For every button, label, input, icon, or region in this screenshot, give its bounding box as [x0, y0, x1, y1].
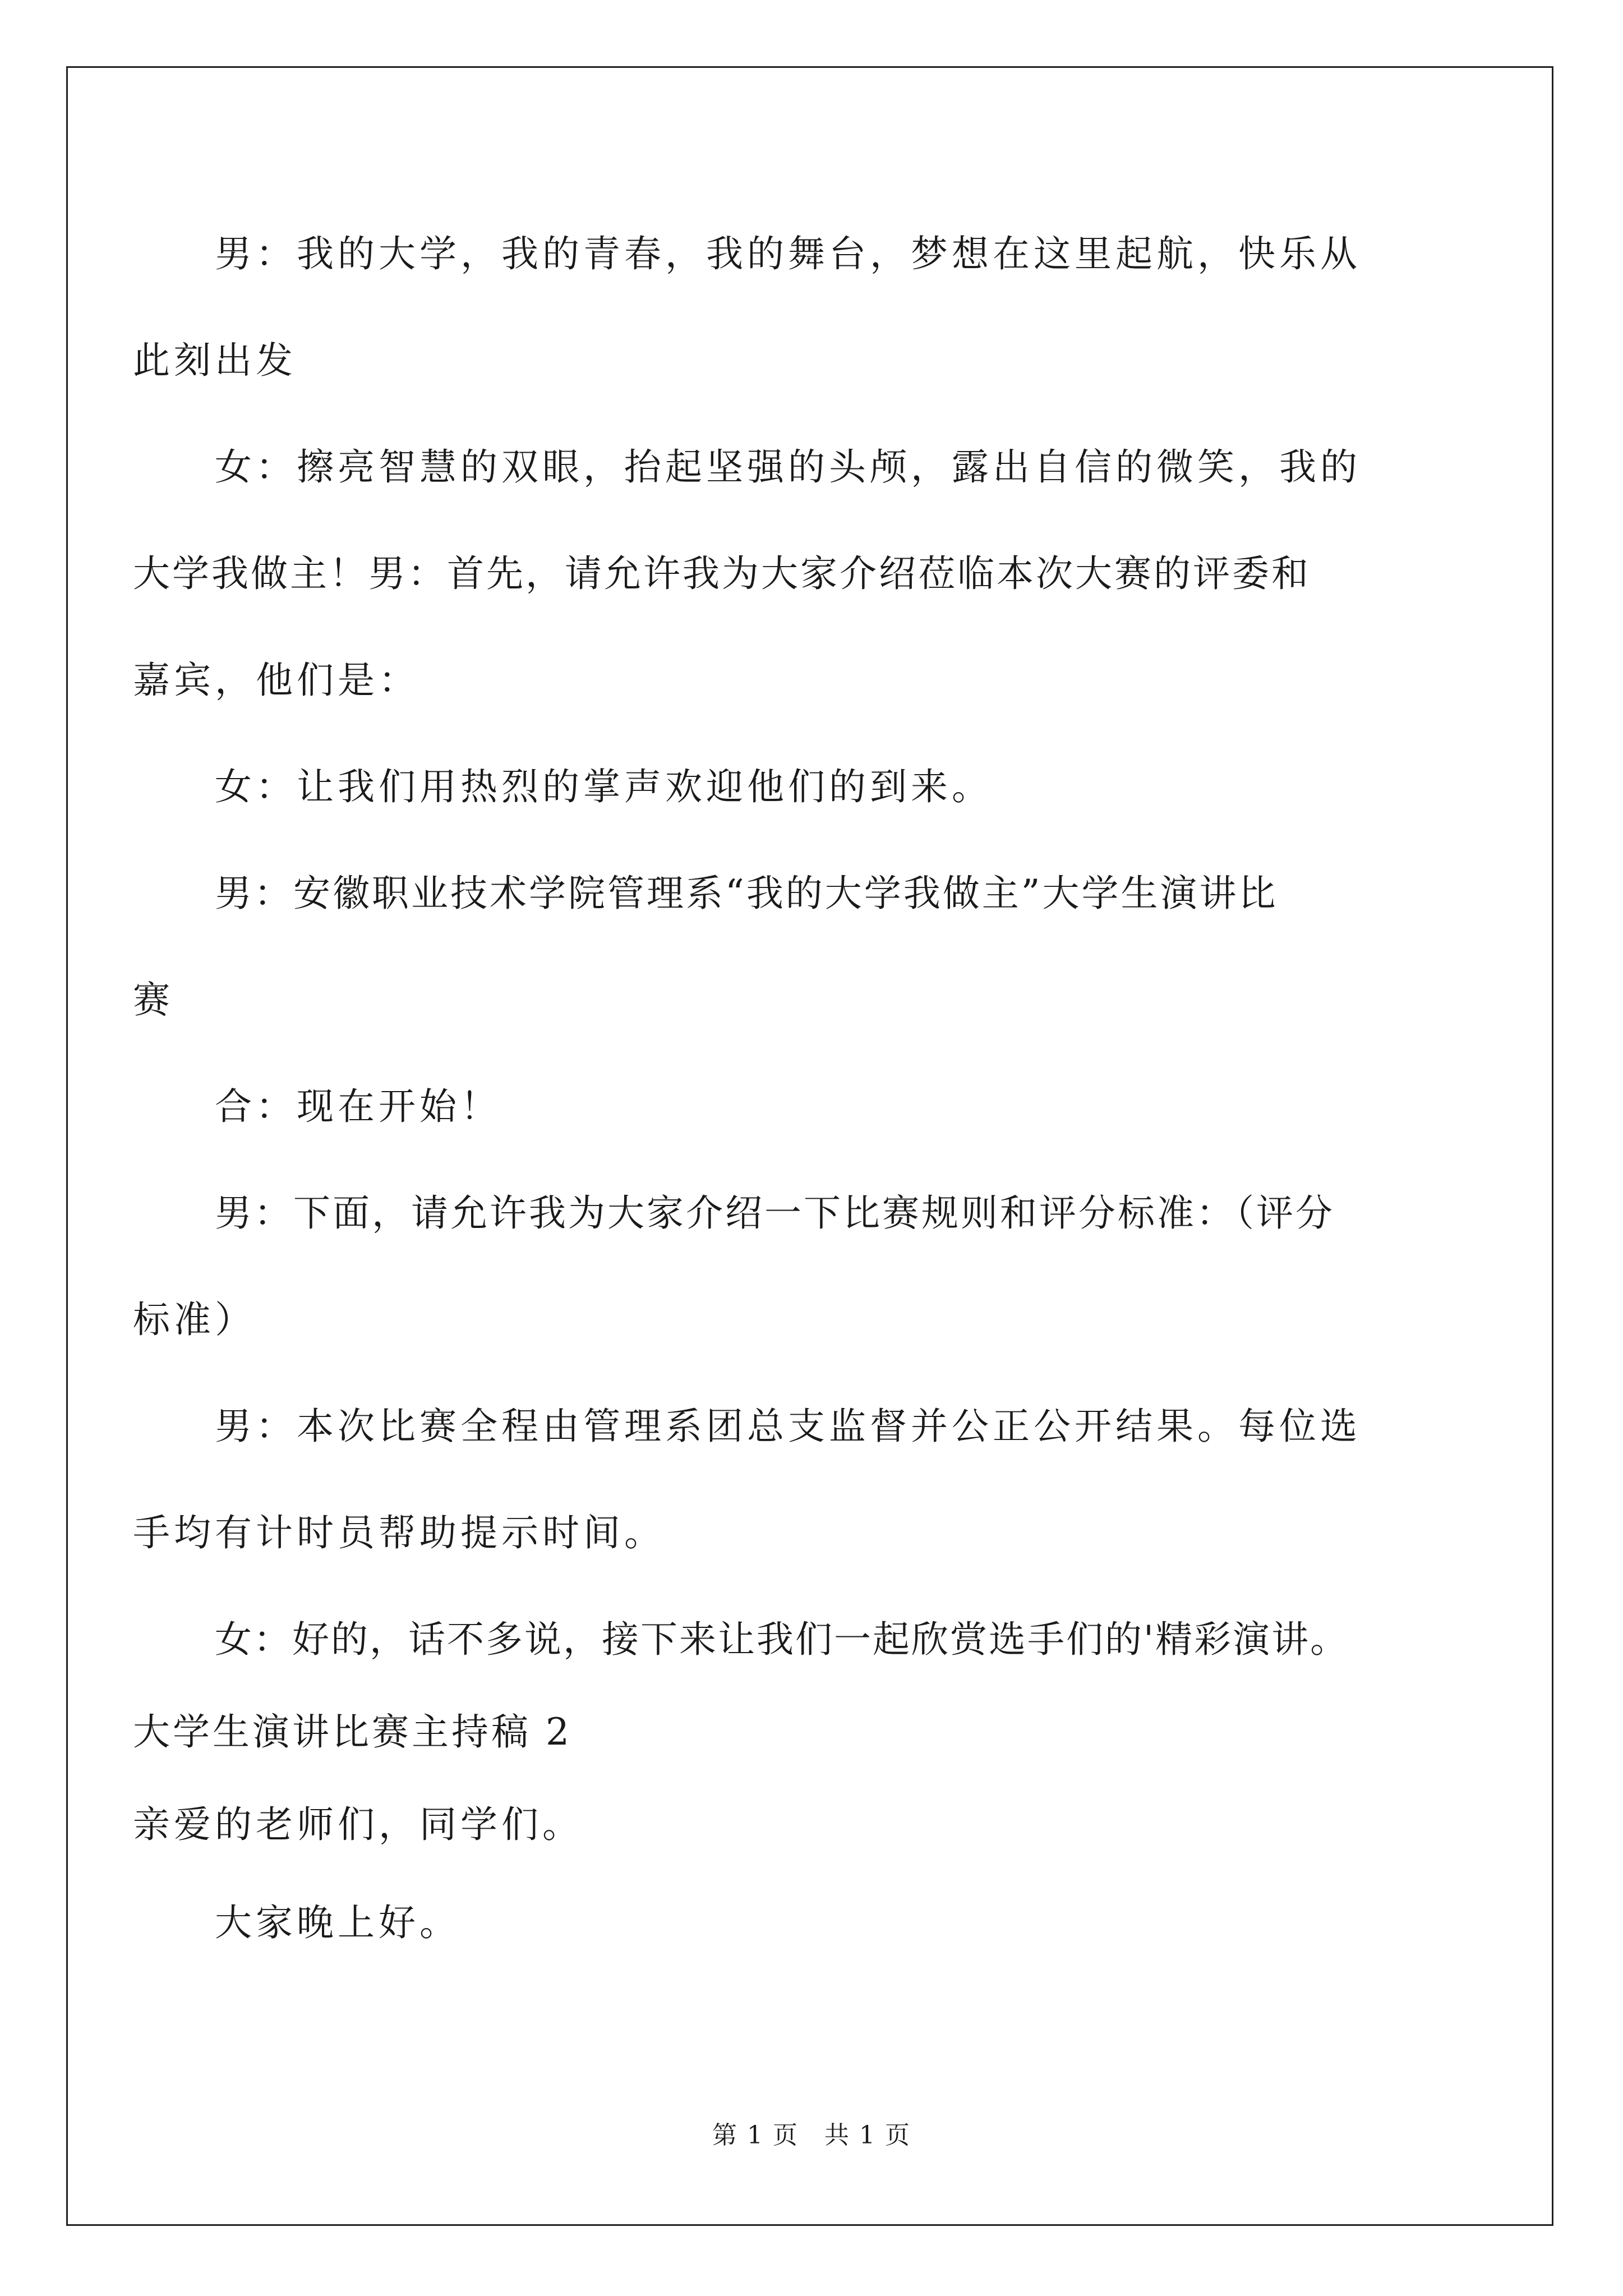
section-heading: 大学生演讲比赛主持稿 2: [133, 1710, 572, 1754]
paragraph-line: 女：好的，话不多说，接下来让我们一起欣赏选手们的'精彩演讲。: [215, 1618, 1349, 1661]
paragraph-line: 赛: [133, 978, 174, 1022]
paragraph-line: 男：本次比赛全程由管理系团总支监督并公正公开结果。每位选: [215, 1405, 1361, 1448]
paragraph-line: 亲爱的老师们，同学们。: [133, 1803, 583, 1846]
paragraph-line: 女：擦亮智慧的双眼，抬起坚强的头颅，露出自信的微笑，我的: [215, 445, 1361, 489]
paragraph-line: 男：安徽职业技术学院管理系“我的大学我做主”大学生演讲比: [215, 872, 1278, 915]
paragraph-line: 男：我的大学，我的青春，我的舞台，梦想在这里起航，快乐从: [215, 232, 1361, 275]
paragraph-line: 大家晚上好。: [215, 1901, 460, 1944]
paragraph-line: 此刻出发: [133, 339, 297, 382]
paragraph-line: 标准）: [133, 1298, 256, 1341]
paragraph-line: 合：现在开始！: [215, 1085, 501, 1128]
paragraph-line: 大学我做主！男：首先，请允许我为大家介绍莅临本次大赛的评委和: [133, 552, 1311, 595]
paragraph-line: 男：下面，请允许我为大家介绍一下比赛规则和评分标准：（评分: [215, 1191, 1335, 1235]
paragraph-line: 女：让我们用热烈的掌声欢迎他们的到来。: [215, 765, 993, 808]
paragraph-line: 嘉宾，他们是：: [133, 659, 419, 702]
paragraph-line: 手均有计时员帮助提示时间。: [133, 1511, 665, 1554]
page-number-footer: 第 1 页 共 1 页: [712, 2121, 911, 2150]
